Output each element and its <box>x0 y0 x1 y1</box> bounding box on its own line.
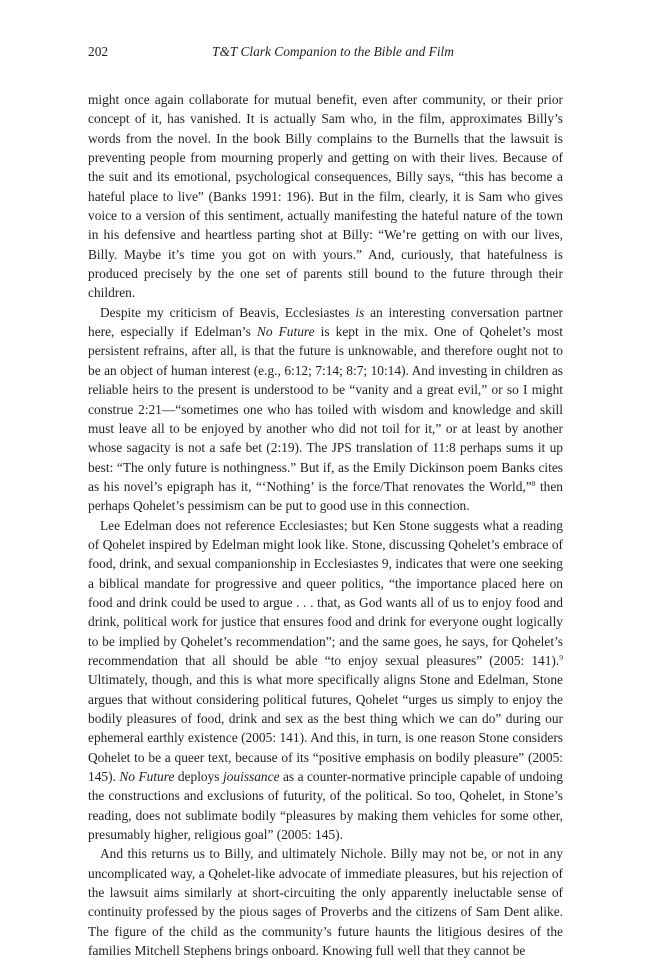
paragraph-3 <box>88 516 563 845</box>
text-run: as a counter-normative principle capable of undoing the constructions and exclusions of futurity, of the political. So too, Qohelet, in Stone’s reading, does not sublimate bodily “pleasures by making them vehicles for some other, presumably higher, religious goal” (2005: 145). <box>88 769 563 843</box>
footnote-marker: 8 <box>531 478 536 488</box>
text-run: an interesting conversation partner here, especially if Edelman’s <box>88 304 564 340</box>
text-run: And this returns us to Billy, and ultimately Nichole. Billy may not be, or not in any uncomplicated way, a Qohelet-like advocate of immediate pleasures, but his rejection of the lawsuit aims similarly at short-circuiting the only apparently ineluctable sense of continuity professed by the pious sages of Proverbs and the citizens of Sam Dent alike. The figure of the child as the community’s future haunts the litigious desires of the families Mitchell Stephens brings onboard. Knowing full well that they cannot be <box>88 846 563 959</box>
running-title: T&T Clark Companion to the Bible and Film <box>212 44 454 59</box>
italic-text: jouissance <box>222 769 280 785</box>
paragraph-1 <box>88 90 563 303</box>
book-page <box>88 42 563 960</box>
text-run: Lee Edelman does not reference Ecclesiastes; but Ken Stone suggests what a reading of Qohelet inspired by Edelman might look like. Stone, discussing Qohelet’s embrace of food, drink, and sexual companionship in Ecclesiastes 9, indicates that were one seeking a biblical mandate for progressive and queer politics, “the importance placed here on food and drink could be used to argue . . . that, as God wants all of us to enjoy food and drink, political work for justice that ensures food and drink for everyone ought logically to be implied by Qohelet’s recommendation”; and the same goes, he says, for Qohelet’s recommendation that all should be able “to enjoy sexual pleasures” (2005: 141). <box>88 517 563 668</box>
text-run: Despite my criticism of Beavis, Ecclesiastes <box>100 304 356 320</box>
text-run: might once again collaborate for mutual benefit, even after community, or their prior concept of it, has vanished. It is actually Sam who, in the film, approximates Billy’s words from the novel. In the book Billy complains to the Burnells that the lawsuit is preventing people from mourning properly and getting on with their lives. Because of the suit and its emotional, psychological consequences, Billy says, “this has become a hateful place to live” (Banks 1991: 196). But in the film, clearly, it is Sam who gives voice to a version of this sentiment, actually manifesting the hateful nature of the town in his defensive and heartless parting shot at Billy: “We’re getting on with our lives, Billy. Maybe it’s time you got on with yours.” And, curiously, that hatefulness is produced precisely by the one set of parents still bound to the future through their children. <box>88 92 563 301</box>
text-run: Ultimately, though, and this is what more specifically aligns Stone and Edelman, Stone argues that without considering political futures, Qohelet “urges us simply to enjoy the bodily pleasures of food, drink and sex as the best thing which we can do” during our ephemeral earthly existence (2005: 141). And this, in turn, is one reason Stone considers Qohelet to be a queer text, because of its “positive emphasis on bodily pleasure” (2005: 145). <box>88 672 563 785</box>
running-head <box>88 42 563 62</box>
italic-text: No Future <box>119 769 175 785</box>
text-run: then perhaps Qohelet’s pessimism can be put to good use in this connection. <box>88 478 563 514</box>
italic-text: No Future <box>256 324 315 340</box>
paragraph-2 <box>88 303 563 516</box>
footnote-marker: 9 <box>559 652 563 662</box>
page-number: 202 <box>88 44 109 59</box>
text-run: deploys <box>174 769 223 785</box>
text-run: is kept in the mix. One of Qohelet’s most persistent refrains, after all, is that the future is unknowable, and therefore ought not to be an object of human interest (e.g., 6:12; 7:14; 8:7; 10:14). And investing in children as reliable heirs to the present is understood to be “vanity and a great evil,” or so I might construe 2:21—“sometimes one who has toiled with wisdom and knowledge and skill must leave all to be enjoyed by another who did not toil for it,” or at least by another whose sagacity is not a safe bet (2:19). The JPS translation of 11:8 perhaps sums it up best: “The only future is nothingness.” But if, as the Emily Dickinson poem Banks cites as his novel’s epigraph has it, “‘Nothing’ is the force/That renovates the World,” <box>88 324 563 494</box>
italic-text: is <box>355 304 365 320</box>
paragraph-4 <box>88 844 563 960</box>
body-text <box>88 90 563 960</box>
